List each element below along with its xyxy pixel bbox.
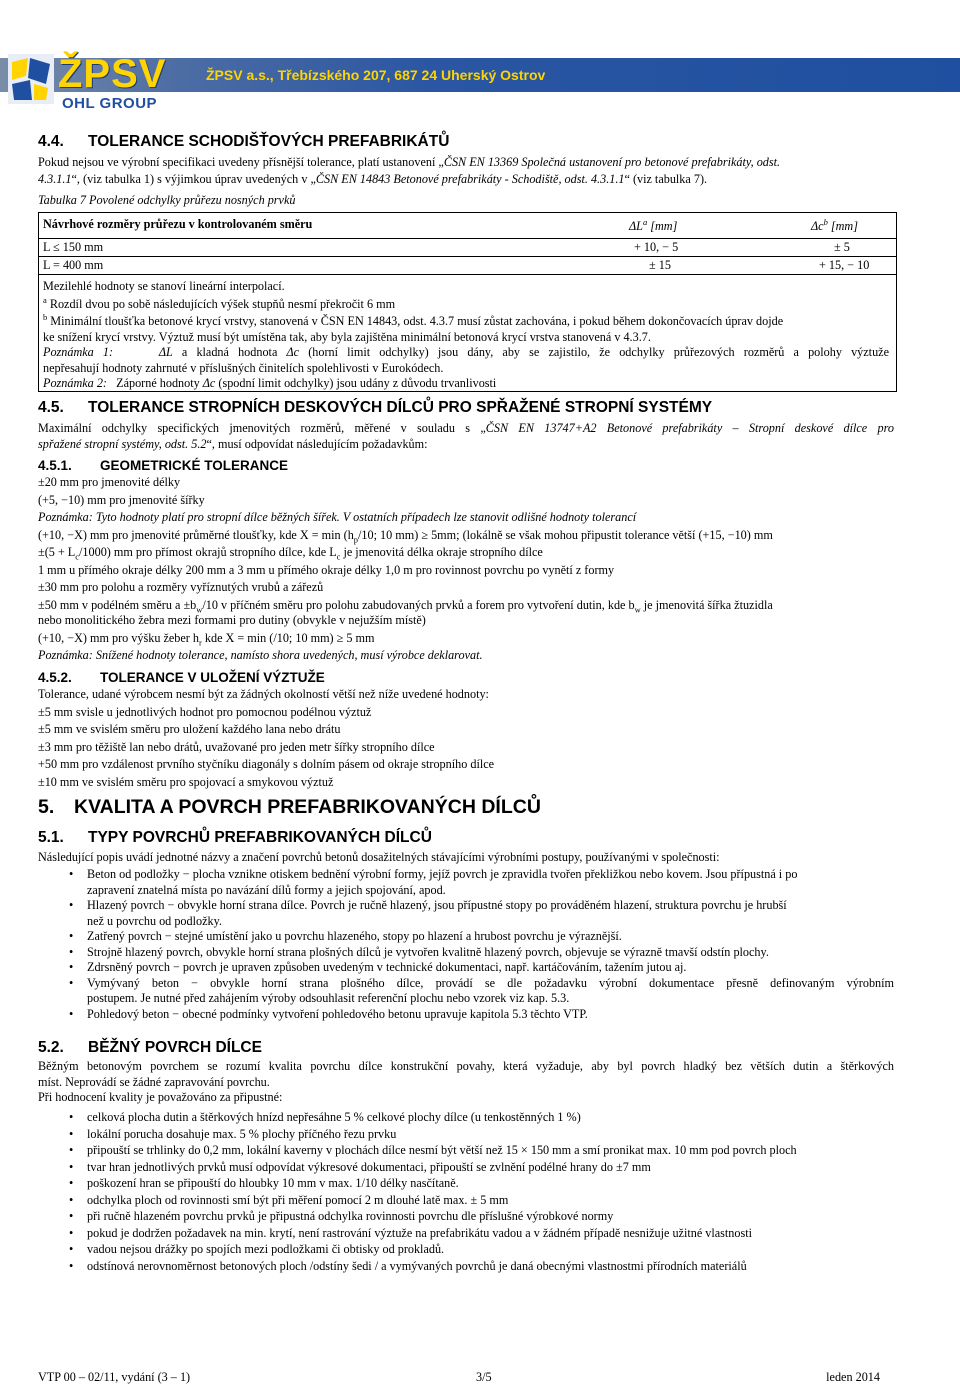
table-cell: + 15, − 10: [819, 258, 870, 272]
list-item: • Beton od podložky − plocha vznikne otiskem bednění výrobní formy, jejíž povrch je zpravidla tvořen překližkou nebo kovem. Jsou přípustná i po zapravení znatelná místa po navázání dílů formy a jejich spojování, apod.: [38, 867, 894, 898]
list-item: (+10, −X) mm pro výšku žeber $h_r$ kde X = min (/10; 10 mm) ≥ 5 mm: [38, 630, 375, 647]
list-item: • pokud je dodržen požadavek na min. krytí, není rastrování výztuže na prefabrikátu vadou a v žádném případě nesnižuje užitné vlastnosti: [38, 1226, 894, 1242]
section-title: TYPY POVRCHŮ PREFABRIKOVANÝCH DÍLCŮ: [88, 829, 432, 846]
list-item: • Zdrsněný povrch − povrch je upraven způsoben uvedeným v technické dokumentaci, např. kartáčováním, tažením jutou aj.: [38, 960, 894, 976]
list-item: ±10 mm ve svislém směru pro spojovací a smykovou výztuž: [38, 774, 334, 789]
s51-intro: Následující popis uvádí jednotné názvy a značení povrchů betonů dosažitelných stávajícími výrobními postupy, používanými v společnosti:: [38, 850, 720, 864]
table-note-1: Poznámka 1: ΔL a kladná hodnota Δc (horní limit odchylky) jsou dány, aby se zajistilo, že odchylky průřezových rozměrů a polohy výztuže: [43, 345, 889, 359]
section-number: 4.5.1.: [38, 458, 72, 473]
list-item: • poškození hran se připouští do hloubky 10 mm v max. 1/10 délky nasčítaně.: [38, 1176, 894, 1192]
standard-reference: spřažené stropní systémy, odst. 5.2: [38, 437, 207, 451]
standard-reference: 4.3.1.1: [38, 172, 72, 186]
table-row: [39, 238, 896, 257]
s45-paragraph-line1: [38, 421, 894, 437]
list-item: • odchylka ploch od rovinnosti smí být při měření pomocí 2 m dlouhé latě max. ± 5 mm: [38, 1193, 894, 1209]
table-header-row: [39, 213, 896, 239]
table-note: Mezilehlé hodnoty se stanoví lineární interpolací.: [43, 279, 285, 293]
list-item-cont: nebo monolitického žebra mezi formami pro dutiny (obvykle v nejužším místě): [38, 613, 426, 627]
list-item: ±50 mm v podélném směru $a \pm b_w/10$ v příčném směru pro polohu zabudovaných prvků a forem pro vytvoření dutin, kde $b_w$ je jmenovitá šířka žtuzidla: [38, 597, 773, 614]
list-intro: Tolerance, udané výrobcem nesmí být za žádných okolností větší než níže uvedené hodnoty:: [38, 687, 489, 701]
section-number: 5.: [38, 796, 55, 818]
list-item: • Hlazený povrch − obvykle horní strana dílce. Povrch je ručně hlazený, jsou přípustné stopy po prováděném hlazení, struktura povrchu je hrubší než u povrchu od podložky.: [38, 898, 894, 929]
table-header-dc: $\Delta c^b$ [mm]: [811, 216, 858, 233]
text-line: Při hodnocení kvality je považováno za připustné:: [38, 1090, 283, 1104]
section-number: 5.1.: [38, 829, 64, 846]
section-title: GEOMETRICKÉ TOLERANCE: [100, 458, 289, 473]
list-item: ±5 mm ve svislém směru pro uložení každého lana nebo drátu: [38, 722, 341, 736]
section-title: TOLERANCE SCHODIŠŤOVÝCH PREFABRIKÁTŮ: [88, 133, 450, 150]
section-number: 5.2.: [38, 1039, 64, 1056]
list-item: ±30 mm pro polohu a rozměry vyříznutých vrubů a zářezů: [38, 580, 324, 594]
list-item: • celková plocha dutin a štěrkových hnízd nepřesáhne 5 % celkové plochy dílce (u tenkostěnných 1 %): [38, 1110, 894, 1126]
footer-document-id: VTP 00 – 02/11, vydání (3 – 1): [38, 1370, 191, 1384]
standard-reference: ČSN EN 13369 Společná ustanovení pro betonové prefabrikáty, odst.: [443, 155, 781, 169]
table-cell: L = 400 mm: [43, 258, 104, 272]
table-header-label: Návrhové rozměry průřezu v kontrolovaném směru: [43, 217, 313, 231]
list-item: +50 mm pro vzdálenost prvního styčníku diagonály s dolním pásem od okraje stropního dílce: [38, 757, 495, 771]
section-title: TOLERANCE STROPNÍCH DESKOVÝCH DÍLCŮ PRO SPŘAŽENÉ STROPNÍ SYSTÉMY: [88, 399, 713, 416]
section-number: 4.4.: [38, 133, 64, 150]
list-item: • při ručně hlazeném povrchu prvků je připustná odchylka rovinnosti povrchu dle příslušné výrobkové normy: [38, 1209, 894, 1225]
section-4-5-1-heading: [38, 458, 894, 474]
list-item: • Pohledový beton − obecné podmínky vytvoření pohledového betonu upravuje kapitola 5.3 těchto VTP.: [38, 1007, 894, 1023]
table-cell: ± 5: [834, 240, 850, 254]
table-cell: ± 15: [649, 258, 671, 272]
table-note-b: $^b$ Minimální tloušťka betonové krycí vrstvy, stanovená v ČSN EN 14843, odst. 4.3.7 musí zůstat zachována, i pokud během dokončovacích úprav dojde: [43, 311, 784, 328]
section-title: KVALITA A POVRCH PREFABRIKOVANÝCH DÍLCŮ: [74, 796, 541, 818]
s45-paragraph-line2: [38, 437, 894, 453]
s44-paragraph-line2: [38, 172, 894, 188]
section-4-5-2-heading: [38, 670, 894, 686]
list-item: • připouští se trhlinky do 0,2 mm, lokální kaverny v plochách dílce nesmí být větší než 15 × 150 mm a smí pronikat max. 10 mm pod povrch ploch: [38, 1143, 894, 1159]
page-header: [0, 52, 960, 118]
text-fragment: “, musí odpovídat následujícím požadavkům:: [206, 437, 428, 451]
table-note-a: $^a$ Rozdíl dvou po sobě následujících výšek stupňů nesmí překročit 6 mm: [43, 294, 396, 311]
list-item: (+5, −10) mm pro jmenovité šířky: [38, 492, 205, 507]
s52-paragraph: [38, 1059, 894, 1106]
text-line: Běžným betonovým povrchem se rozumí kvalita povrchu dílce konstrukční povahy, která vyžaduje, aby byl povrch hladký bez větších dutin a štěrkových: [38, 1059, 894, 1073]
list-item: • tvar hran jednotlivých prvků musí odpovídat výkresové dokumentaci, připouští se zvlnění podélné hrany do ±7 mm: [38, 1160, 894, 1176]
text-fragment: “, (viz tabulka 1) s výjimkou úprav uvedených v „: [71, 172, 316, 186]
list-item: • Zatřený povrch − stejné umístění jako u povrchu hlazeného, stopy po hlazení a hrubost povrchu je výraznější.: [38, 929, 894, 945]
note: Poznámka: Tyto hodnoty platí pro stropní dílce běžných šířek. V ostatních případech lze stanovit odlišné hodnoty tolerancí: [38, 510, 637, 524]
list-item: • Strojně hlazený povrch, obvykle horní strana plošných dílců je vytvořen kvalitně hlazený povrch, objevuje se výrazně tmavší odstín plochy.: [38, 945, 894, 961]
table-note-1-cont: nepřesahují hodnoty zahrnuté v příslušných činitelích spolehlivosti v Eurokódech.: [43, 360, 444, 375]
text-line: míst. Neprovádí se žádné zapravování povrchu.: [38, 1074, 270, 1089]
table-cell: + 10, − 5: [634, 240, 679, 254]
table-note-b-cont: ke snížení krycí vrstvy. Výztuž musí být umístěna tak, aby byla zajištěna minimální betonová krycí vrstva stanovená v 4.3.7.: [43, 329, 651, 344]
table-row: [39, 256, 896, 275]
section-5-heading: [38, 796, 894, 818]
table-header-dl: $\Delta L^a$ [mm]: [629, 216, 678, 233]
logo-wordmark: ŽPSV: [58, 52, 167, 96]
section-5-1-heading: [38, 830, 894, 846]
footer-page-number: 3/5: [476, 1370, 492, 1384]
text-fragment: Maximální odchylky specifických jmenovitých rozměrů, měřené v souladu s „: [38, 421, 486, 435]
text-fragment: “ (viz tabulka 7).: [624, 172, 708, 186]
logo-subtitle: OHL GROUP: [62, 95, 158, 112]
section-5-2-heading: [38, 1040, 894, 1056]
table-cell: L ≤ 150 mm: [43, 240, 104, 254]
standard-reference: ČSN EN 14843 Betonové prefabrikáty - Schodiště, odst. 4.3.1.1: [315, 172, 625, 186]
section-4-4-heading: [38, 134, 894, 150]
list-item: • lokální porucha dosahuje max. 5 % plochy příčného řezu prvku: [38, 1127, 894, 1143]
list-item: ±20 mm pro jmenovité délky: [38, 475, 181, 489]
company-logo-icon: [8, 54, 54, 104]
list-item: $\pm(5 + L_c/1000)$ mm pro přímost okrajů stropního dílce, kde $L_c$ je jmenovitá délka okraje stropního dílce: [38, 545, 543, 562]
list-item: 1 mm u přímého okraje délky 200 mm a 3 mm u přímého okraje délky 1,0 m pro rovinnost povrchu po vynětí z formy: [38, 562, 615, 577]
list-item: • Vymývaný beton − obvykle horní strana plošného dílce, provádí se dle požadavku výrobní dokumentace přesně definovaným výrobním postupem. Je nutné před zahájením výroby odsouhlasit referenční plochu nebo vzorek viz kap. 5.3.: [38, 976, 894, 1007]
section-title: BĚŽNÝ POVRCH DÍLCE: [88, 1039, 262, 1056]
text-fragment: Pokud nejsou ve výrobní specifikaci uvedeny přísnější tolerance, platí ustanovení „: [38, 155, 444, 169]
table-notes: [43, 279, 889, 392]
s44-paragraph-line1: [38, 155, 894, 171]
reinforcement-tolerance-list: [38, 687, 894, 790]
list-item: ±3 mm pro těžiště lan nebo drátů, uvažované pro jeden metr šířky stropního dílce: [38, 739, 435, 754]
tolerance-table: [38, 212, 897, 392]
section-title: TOLERANCE V ULOŽENÍ VÝZTUŽE: [100, 670, 325, 685]
note: Poznámka: Snížené hodnoty tolerance, namísto shora uvedených, musí výrobce deklarovat.: [38, 648, 483, 662]
list-item: • vadou nejsou drážky po spojích mezi podložkami či obtisky od prokladů.: [38, 1242, 894, 1258]
geometric-tolerance-list: [38, 475, 894, 664]
section-4-5-heading: [38, 400, 894, 416]
section-number: 4.5.2.: [38, 670, 72, 685]
table-note-2: Poznámka 2: Záporné hodnoty Δc (spodní limit odchylky) jsou udány z důvodu trvanlivosti: [43, 376, 497, 390]
list-item: ±5 mm svisle u jednotlivých hodnot pro pomocnou podélnou výztuž: [38, 704, 372, 719]
header-address: ŽPSV a.s., Třebízského 207, 687 24 Uherský Ostrov: [206, 67, 546, 83]
list-item: • odstínová nerovnoměrnost betonových ploch /odstíny šedi / a vymývaných povrchů je daná obecnými vlastnostmi přírodních materiálů: [38, 1259, 894, 1275]
surface-types-list: [38, 867, 894, 1022]
standard-reference: ČSN EN 13747+A2 Betonové prefabrikáty – Stropní deskové dílce pro: [485, 421, 894, 435]
list-item: (+10, −X) mm pro jmenovité průměrné tloušťky, kde $X = \min (h_p/10$; 10 mm) ≥ 5mm; (lokálně se však mohou připustit tolerance větší (+15, −10) mm: [38, 527, 773, 544]
table-caption: Tabulka 7 Povolené odchylky průřezu nosných prvků: [38, 193, 296, 207]
acceptable-defects-list: [38, 1110, 894, 1274]
section-number: 4.5.: [38, 399, 64, 416]
footer-date: leden 2014: [826, 1370, 880, 1384]
